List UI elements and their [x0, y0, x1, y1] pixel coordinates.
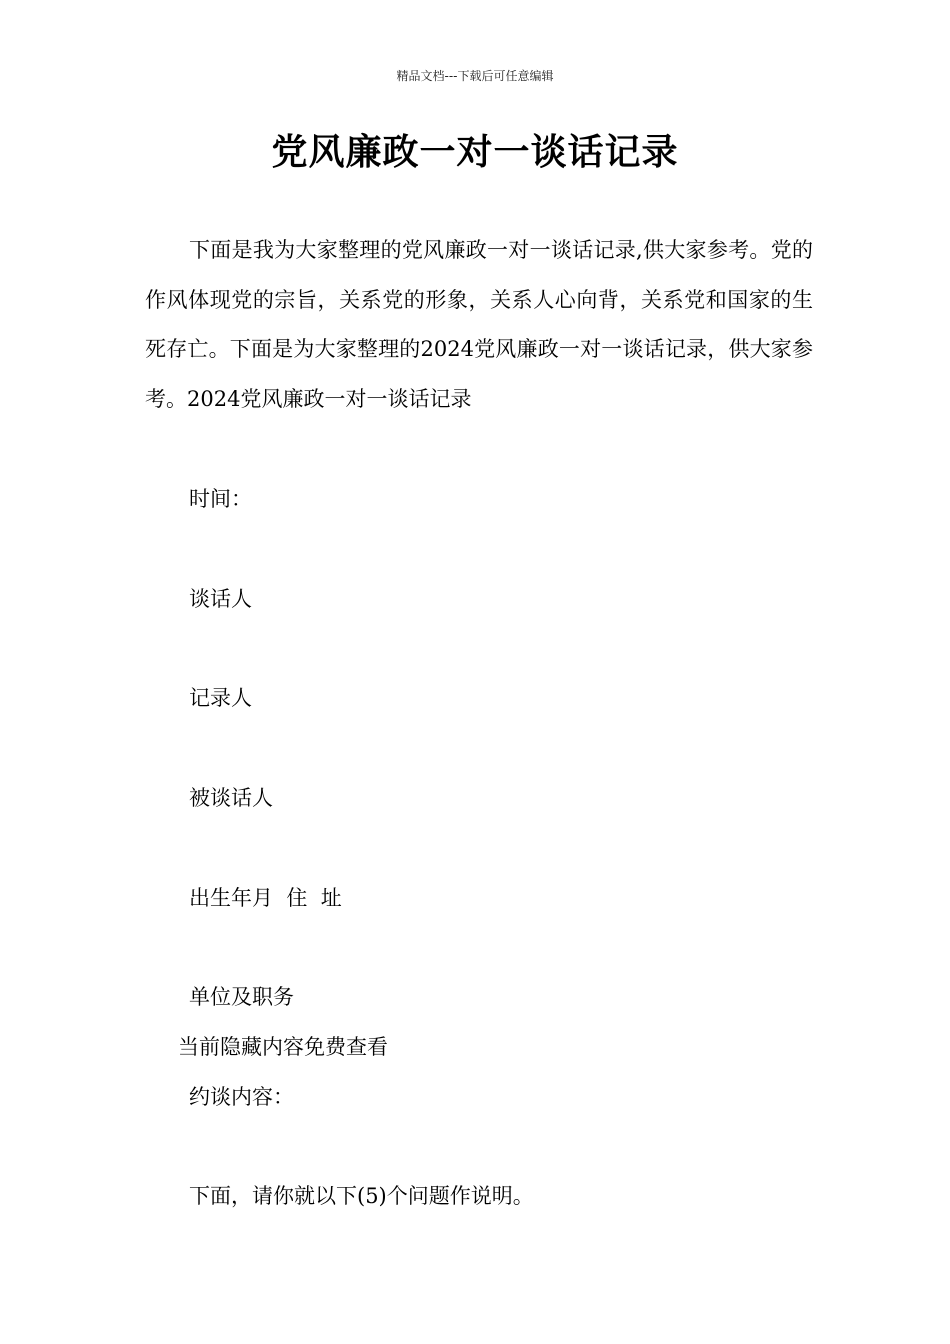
- header-note: 精品文档---下载后可任意编辑: [396, 69, 554, 83]
- field-birth-address: 出生年月 住 址: [189, 886, 342, 910]
- field-interviewer: 谈话人: [189, 587, 252, 611]
- field-interviewee: 被谈话人: [189, 786, 273, 810]
- intro-paragraph: 下面是我为大家整理的党风廉政一对一谈话记录,供大家参考。党的作风体现党的宗旨，关系党的形象，关系人心向背，关系党和国家的生死存亡。下面是为大家整理的2024党风廉政一对一谈话记录，供大家参考。2024党风廉政一对一谈话记录: [145, 238, 813, 411]
- field-unit-position: 单位及职务: [189, 985, 294, 1009]
- hidden-content-link[interactable]: 当前隐藏内容免费查看: [178, 1035, 388, 1059]
- field-time: 时间：: [189, 487, 252, 511]
- questions-prompt: 下面，请你就以下(5)个问题作说明。: [189, 1184, 534, 1208]
- field-recorder: 记录人: [189, 686, 252, 710]
- document-title: 党风廉政一对一谈话记录: [271, 132, 679, 173]
- appointment-content-label: 约谈内容：: [189, 1085, 294, 1109]
